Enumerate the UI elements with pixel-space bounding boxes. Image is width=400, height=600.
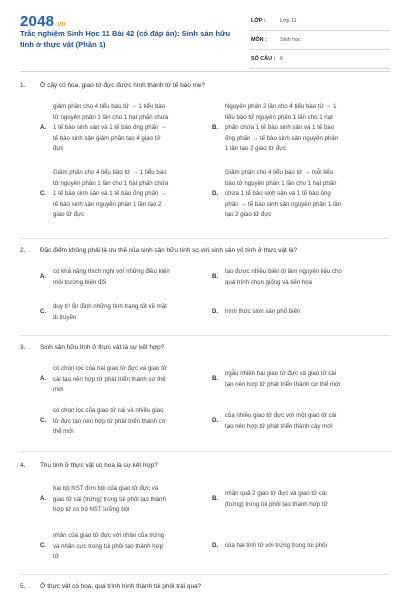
option-letter: A.: [40, 124, 47, 131]
option-letter: D.: [212, 542, 219, 549]
option-line: giao tử đực: [53, 211, 85, 218]
answer-option[interactable]: [40, 364, 205, 397]
answer-option[interactable]: [212, 267, 390, 289]
option-text: [53, 302, 167, 323]
option-line: giảm phân cho 4 tiểu bào tử → 1 tiểu bào: [53, 103, 166, 110]
question-divider: [20, 574, 390, 575]
option-text: [225, 102, 338, 155]
option-line: tử đực tạo nên hợp tử phát triển thành cơ: [53, 417, 166, 425]
option-line: bào tử nguyên phân 1 lần cho 1 hạt phấn: [225, 179, 337, 187]
option-line: di truyền: [53, 313, 77, 321]
meta-row-count: [251, 50, 389, 69]
option-line: 1 tế bào sinh sản và 1 tế bào ống phấn →: [53, 190, 167, 197]
answer-option[interactable]: [212, 364, 390, 397]
option-letter: B.: [212, 124, 219, 131]
answer-option[interactable]: [40, 168, 205, 223]
option-letter: A.: [40, 495, 47, 502]
header: [0, 0, 400, 72]
option-line: duy trì ổn định những tính trạng tốt về mặt: [53, 303, 167, 310]
option-line: Giảm phân cho 4 tiểu bào tử → 1 tiểu bào: [53, 169, 167, 176]
answer-option[interactable]: [40, 267, 205, 289]
option-line: cái tạo nên hợp tử phát triển thành cơ thể: [53, 375, 166, 383]
option-line: 1 tế bào sinh sản và 1 tế bào ống phấn →: [53, 124, 167, 131]
question-header: [20, 344, 164, 351]
option-line: phấn → tế bào sinh sản nguyên phân 1 lần: [225, 200, 342, 208]
option-text: [53, 168, 168, 221]
option-line: Giảm phân cho 4 tiểu bào tử → mỗi tiểu: [225, 169, 334, 176]
answer-option[interactable]: [212, 102, 390, 157]
meta-row-class: [251, 12, 389, 31]
option-letter: B.: [212, 375, 219, 382]
option-text: [225, 411, 336, 432]
question-header: [20, 82, 205, 89]
option-letter: C.: [40, 542, 47, 549]
question-header: [20, 247, 297, 254]
meta-key: MÔN :: [251, 37, 267, 43]
option-text: [225, 302, 300, 318]
meta-key: SỐ CÂU :: [251, 56, 276, 62]
answer-option[interactable]: [40, 484, 205, 517]
option-letter: C.: [40, 190, 47, 197]
option-letter: C.: [40, 308, 47, 315]
option-line: tạo nên hợp tử phát triển thành cây mới: [225, 422, 333, 430]
meta-value: Sinh học: [280, 37, 301, 43]
option-line: tử nguyên phân 1 lần cho 1 hạt phấn chứa: [53, 113, 169, 121]
option-line: (trứng) trong túi phôi tạo thành hợp tử: [225, 500, 328, 508]
meta-key: LỚP :: [251, 18, 266, 24]
answer-option[interactable]: [212, 406, 390, 439]
option-line: tiểu bào tử nguyên phân 1 lần cho 1 hạt: [225, 113, 333, 121]
option-line: có khả năng thích nghi với những điều kiện: [53, 268, 170, 275]
option-letter: A.: [40, 273, 47, 280]
option-line: chứa 1 tế bào sinh sản và 1 tế bào ống: [225, 190, 331, 197]
option-line: nhân của giao tử đực với nhân của trứng: [53, 532, 165, 539]
option-line: ngẫu nhiên hai giao tử đực và giao tử cái: [225, 370, 337, 377]
question-text: Đặc điểm không phải là ưu thế của sinh sản hữu tính so với sinh sản vô tính ở thực vật là?: [40, 247, 298, 254]
option-line: mới: [53, 386, 64, 393]
option-line: của nhiều giao tử đực với một giao tử cái: [225, 412, 337, 419]
question-number: 5.: [20, 583, 26, 590]
question-number: 1.: [20, 82, 26, 89]
option-letter: D.: [212, 308, 219, 315]
option-line: Nguyên phân 2 lần cho 4 tiểu bào tử → 1: [225, 103, 337, 110]
option-text: [53, 267, 170, 288]
question-text: Ở thực vật có hoa, quá trình hình thành túi phôi trải qua?: [40, 583, 202, 590]
option-line: giao tử cái (trứng) trong túi phôi tạo thành: [53, 495, 166, 503]
question-number: 2.: [20, 247, 26, 254]
option-line: tử nguyên phân 1 lần cho 1 hạt phấn chứa: [53, 179, 169, 187]
question-number: 4.: [20, 462, 26, 469]
option-line: và nhân cực trong túi phôi tạo thành hợp: [53, 542, 164, 550]
option-line: ống phấn → tế bào sinh sản nguyên phân: [225, 134, 339, 142]
answer-option[interactable]: [40, 102, 205, 157]
answer-option[interactable]: [40, 406, 205, 439]
option-line: hai bộ NST đơn bội của giao tử đực và: [53, 485, 159, 492]
option-letter: B.: [212, 495, 219, 502]
option-line: tế bào sinh sản nguyên phân 1 lần tạo 2: [53, 200, 162, 208]
question-number: 3.: [20, 344, 26, 351]
answer-option[interactable]: [40, 302, 205, 324]
metadata-panel: [251, 12, 389, 69]
question-header: [20, 583, 201, 590]
option-line: phấn chứa 1 tế bào sinh sản và 1 tế bào: [225, 124, 335, 131]
option-text: [53, 531, 164, 563]
option-letter: C.: [40, 417, 47, 424]
answer-option[interactable]: [212, 531, 390, 564]
option-line: hình thức sinh sản phổ biến: [225, 308, 301, 315]
question-divider: [20, 335, 390, 336]
option-text: [225, 267, 342, 288]
option-line: tạo 2 giao tử đực: [225, 211, 272, 218]
option-line: môi trường biến đổi: [53, 278, 107, 286]
option-text: [225, 168, 341, 221]
option-line: quá trình chọn giống và tiến hóa: [225, 278, 313, 286]
logo-text: 2048: [20, 13, 55, 30]
option-line: tạo nên hợp tử phát triển thành cơ thể mới: [225, 380, 341, 388]
option-text: [53, 406, 166, 438]
option-text: [225, 489, 328, 510]
option-line: 1 lần tạo 2 giao tử đực: [225, 145, 287, 152]
question-text: Ở cây có hoa, giao tử đực được hình thành từ tế bào mẹ?: [40, 82, 205, 89]
option-line: tạo được nhiều biến dị làm nguyên liệu cho: [225, 268, 342, 275]
option-letter: D.: [212, 417, 219, 424]
option-letter: D.: [212, 190, 219, 197]
option-text: [53, 484, 166, 516]
document-title: Trắc nghiệm Sinh Học 11 Bài 42 (có đáp án): Sinh sản hữu tính ở thực vật (Phần 1): [20, 29, 231, 49]
option-line: tế bào sinh sản giảm phân tạo 4 giao tử: [53, 134, 161, 142]
option-line: đực: [53, 145, 64, 152]
answer-option[interactable]: [40, 531, 205, 564]
option-line: thể mới: [53, 428, 74, 435]
header-divider: [20, 71, 390, 72]
option-text: [53, 364, 167, 396]
meta-value: 6: [280, 56, 283, 62]
option-text: [225, 369, 340, 390]
meta-row-subject: [251, 31, 389, 50]
option-text: [53, 102, 168, 155]
question-text: Thụ tinh ở thực vật có hoa là sự kết hợp?: [40, 462, 158, 469]
option-text: [225, 541, 327, 552]
question-divider: [20, 451, 390, 452]
question-divider: [20, 238, 390, 239]
answer-option[interactable]: [212, 302, 390, 324]
question-text: Sinh sản hữu tính ở thực vật là sự kết hợp?: [40, 344, 165, 351]
option-line: có chọn lọc của hai giao tử đực và giao tử: [53, 365, 167, 372]
answer-option[interactable]: [212, 168, 390, 223]
answer-option[interactable]: [212, 484, 390, 517]
option-letter: A.: [40, 375, 47, 382]
option-line: hợp tử có bộ NST lưỡng bội: [53, 506, 130, 513]
meta-value: Lớp 11: [280, 18, 297, 24]
option-line: của hai tinh tử với trứng trong túi phôi: [225, 542, 327, 549]
option-line: tử: [53, 553, 59, 560]
option-line: nhân quả 2 giao tử đực và giao tử cái: [225, 490, 327, 497]
logo-suffix: .vn: [55, 21, 66, 28]
option-letter: B.: [212, 273, 219, 280]
option-line: có chọn lọc của giao tử cái và nhiều giao: [53, 407, 164, 414]
question-header: [20, 462, 158, 469]
